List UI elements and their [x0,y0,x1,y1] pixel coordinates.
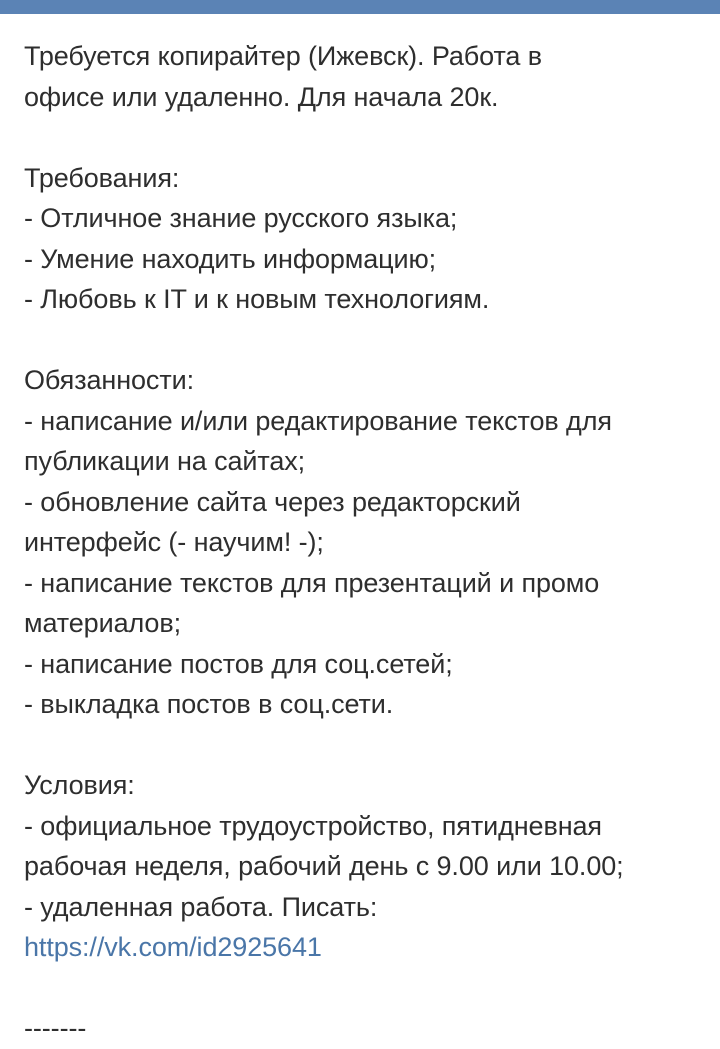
separator-line: ------- [24,1013,87,1043]
paragraph-gap [24,725,708,766]
contact-link[interactable]: https://vk.com/id2925641 [24,932,322,962]
requirement-item: - Любовь к IT и к новым технологиям. [24,284,490,314]
requirement-item: - Умение находить информацию; [24,243,437,274]
duty-line: - написание текстов для презентаций и промо [24,567,600,598]
condition-line: рабочая неделя, рабочий день с 9.00 или 10.00; [24,851,624,881]
duty-line: - обновление сайта через редакторский [24,486,521,517]
condition-line: - официальное трудоустройство, пятидневная [24,810,602,841]
paragraph-gap [24,968,708,1009]
requirements-heading: Требования: [24,162,180,193]
conditions-heading: Условия: [24,770,135,800]
duty-line: - выкладка постов в соц.сети. [24,689,394,719]
intro-line: Требуется копирайтер (Ижевск). Работа в [24,41,542,71]
duty-line: материалов; [24,608,181,638]
paragraph-gap [24,320,708,361]
condition-line: - удаленная работа. Писать: [24,891,378,922]
duty-line: интерфейс (- научим! -); [24,527,324,557]
intro-line: офисе или удаленно. Для начала 20к. [24,81,499,112]
duties-heading: Обязанности: [24,365,194,395]
duty-line: - написание и/или редактирование текстов для [24,405,612,436]
duty-line: публикации на сайтах; [24,446,306,476]
post-text [24,36,708,1049]
top-header-bar [0,0,720,14]
paragraph-gap [24,117,708,158]
requirement-item: - Отличное знание русского языка; [24,203,458,233]
duty-line: - написание постов для соц.сетей; [24,648,453,679]
